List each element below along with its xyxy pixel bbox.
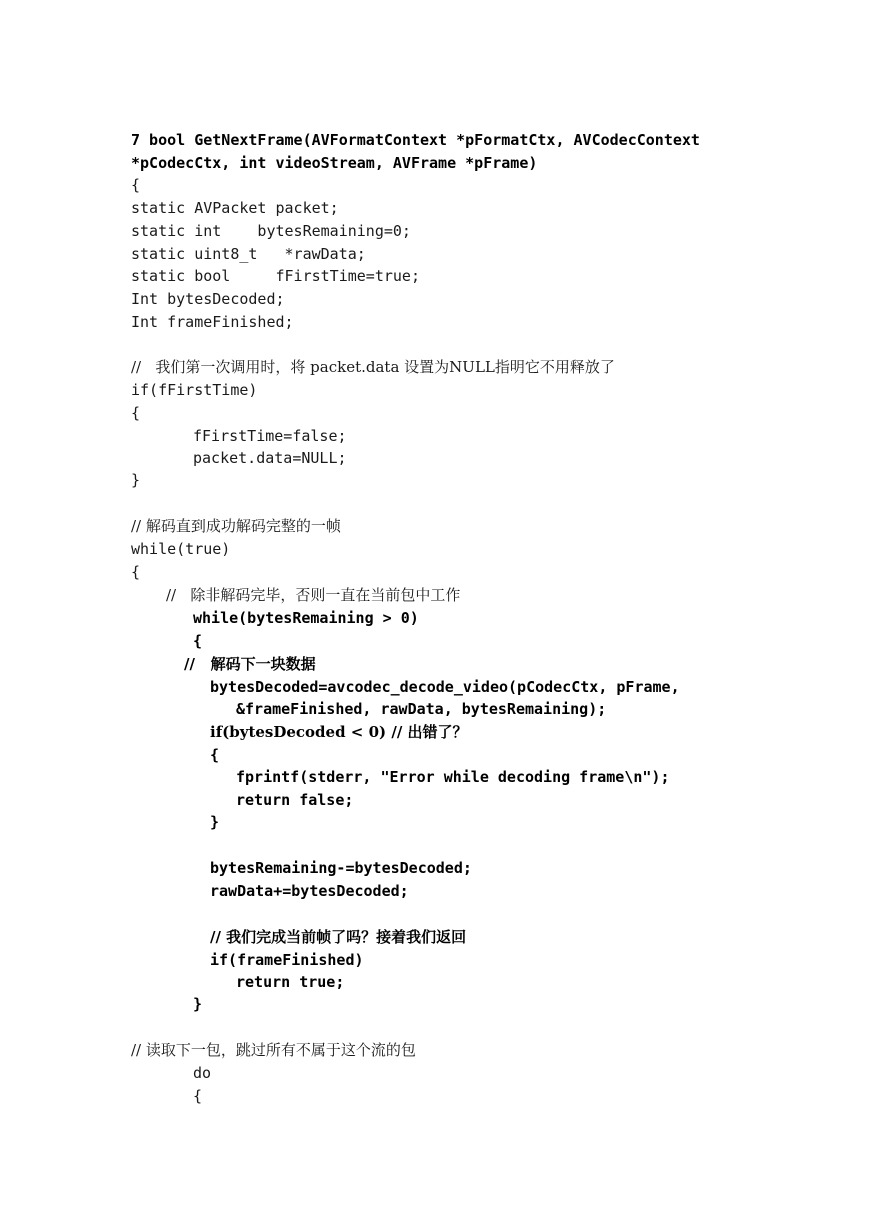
code-line: static uint8_t *rawData; (131, 245, 366, 263)
code-line: fFirstTime=false; (193, 427, 347, 445)
code-line: } (210, 813, 220, 831)
code-line: while(bytesRemaining > 0) (193, 609, 419, 627)
code-line: rawData+=bytesDecoded; (210, 882, 409, 900)
code-line: Int bytesDecoded; (131, 290, 285, 308)
code-comment: // 我们完成当前帧了吗？接着我们返回 (210, 928, 467, 946)
code-line: } (131, 471, 141, 489)
code-line: *pCodecCtx, int videoStream, AVFrame *pFrame) (131, 154, 538, 172)
code-line: { (193, 1087, 203, 1105)
code-line: { (131, 563, 141, 581)
code-line: return true; (236, 973, 345, 991)
code-line: fprintf(stderr, "Error while decoding frame\n"); (236, 768, 670, 786)
code-line: &frameFinished, rawData, bytesRemaining); (236, 700, 607, 718)
code-line: bytesRemaining-=bytesDecoded; (210, 859, 472, 877)
code-line: static bool fFirstTime=true; (131, 267, 420, 285)
code-line: static AVPacket packet; (131, 199, 339, 217)
code-comment: // 解码直到成功解码完整的一帧 (131, 517, 341, 535)
code-line: { (131, 404, 141, 422)
code-line: } (193, 995, 203, 1013)
code-line: { (131, 176, 141, 194)
code-line: return false; (236, 791, 354, 809)
code-line: bytesDecoded=avcodec_decode_video(pCodecCtx, pFrame, (210, 678, 680, 696)
code-comment: // 读取下一包，跳过所有不属于这个流的包 (131, 1041, 416, 1059)
code-line: static int bytesRemaining=0; (131, 222, 411, 240)
code-line: if(fFirstTime) (131, 381, 258, 399)
code-comment: // 我们第一次调用时，将 packet.data 设置为NULL指明它不用释放了 (131, 358, 615, 376)
code-line: do (193, 1064, 212, 1082)
code-line: 7 bool GetNextFrame(AVFormatContext *pFormatCtx, AVCodecContext (131, 131, 700, 149)
code-line: { (193, 632, 203, 650)
code-line: packet.data=NULL; (193, 449, 347, 467)
code-line: if(frameFinished) (210, 951, 364, 969)
code-line: Int frameFinished; (131, 313, 294, 331)
code-line: if(bytesDecoded < 0) // 出错了？ (210, 723, 468, 741)
code-comment: // 解码下一块数据 (184, 655, 316, 673)
code-line: while(true) (131, 540, 231, 558)
code-comment: // 除非解码完毕，否则一直在当前包中工作 (166, 586, 461, 604)
code-line: { (210, 746, 220, 764)
